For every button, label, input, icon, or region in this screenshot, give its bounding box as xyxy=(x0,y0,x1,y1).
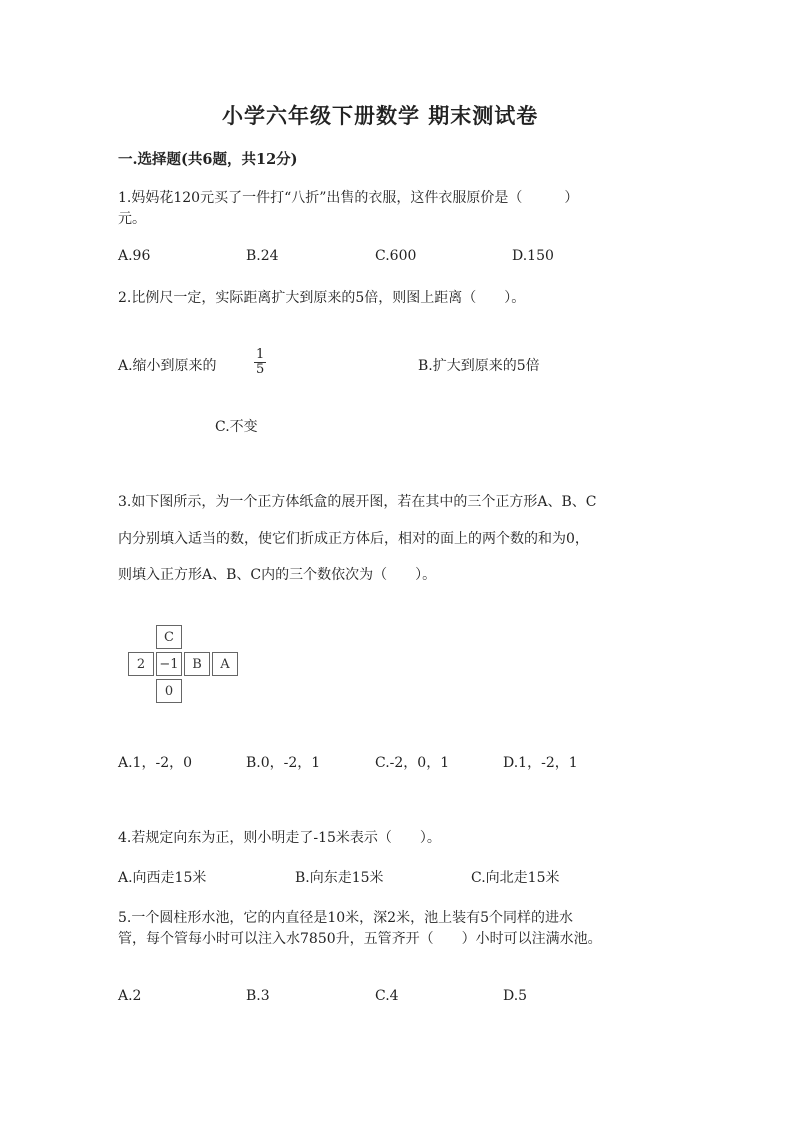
question-3-line-1: 3.如下图所示，为一个正方体纸盒的展开图，若在其中的三个正方形A、B、C xyxy=(118,494,597,510)
net-cell-row-4: A xyxy=(212,652,238,676)
question-5-option-c: C.4 xyxy=(375,988,399,1004)
question-5-line-1: 5.一个圆柱形水池，它的内直径是10米，深2米，池上装有5个同样的进水 xyxy=(118,910,573,926)
net-cell-row-1: 2 xyxy=(128,652,154,676)
net-cell-row-2: −1 xyxy=(156,652,182,676)
fraction-one-fifth xyxy=(254,348,266,377)
page-title: 小学六年级下册数学 期末测试卷 xyxy=(222,103,539,128)
question-2-option-b: B.扩大到原来的5倍 xyxy=(418,358,540,374)
fraction-denominator: 5 xyxy=(256,362,265,377)
question-4-option-a: A.向西走15米 xyxy=(118,870,207,886)
net-cell-top: C xyxy=(156,625,182,649)
question-4-line-1: 4.若规定向东为正，则小明走了-15米表示（ ）。 xyxy=(118,830,441,846)
question-3-option-c: C.-2，0，1 xyxy=(375,755,450,771)
question-1-option-d: D.150 xyxy=(512,248,554,264)
net-cell-bottom: 0 xyxy=(156,679,182,703)
question-2-option-c: C.不变 xyxy=(215,419,258,435)
question-5-line-2: 管，每个管每小时可以注入水7850升，五管齐开（ ）小时可以注满水池。 xyxy=(118,931,602,947)
cube-net-diagram xyxy=(128,625,243,707)
question-1-option-c: C.600 xyxy=(375,248,417,264)
question-3-option-d: D.1，-2，1 xyxy=(503,755,578,771)
question-2-option-a: A.缩小到原来的 xyxy=(118,358,217,374)
question-2-line-1: 2.比例尺一定，实际距离扩大到原来的5倍，则图上距离（ ）。 xyxy=(118,290,526,306)
question-5-option-d: D.5 xyxy=(503,988,528,1004)
question-4-option-c: C.向北走15米 xyxy=(471,870,560,886)
question-3-option-b: B.0，-2，1 xyxy=(246,755,321,771)
section-heading: 一.选择题(共6题，共12分) xyxy=(118,151,298,168)
question-5-option-b: B.3 xyxy=(246,988,270,1004)
question-4-option-b: B.向东走15米 xyxy=(295,870,384,886)
question-1-option-a: A.96 xyxy=(118,248,151,264)
question-1-line-1: 1.妈妈花120元买了一件打“八折”出售的衣服，这件衣服原价是（ ） xyxy=(118,190,579,206)
net-cell-row-3: B xyxy=(184,652,210,676)
question-3-option-a: A.1，-2，0 xyxy=(118,755,193,771)
question-3-line-3: 则填入正方形A、B、C内的三个数依次为（ ）。 xyxy=(118,567,437,583)
fraction-numerator: 1 xyxy=(256,347,265,362)
question-3-line-2: 内分别填入适当的数，使它们折成正方体后，相对的面上的两个数的和为0， xyxy=(118,531,589,547)
question-1-line-2: 元。 xyxy=(118,211,146,227)
question-1-option-b: B.24 xyxy=(246,248,279,264)
question-5-option-a: A.2 xyxy=(118,988,142,1004)
